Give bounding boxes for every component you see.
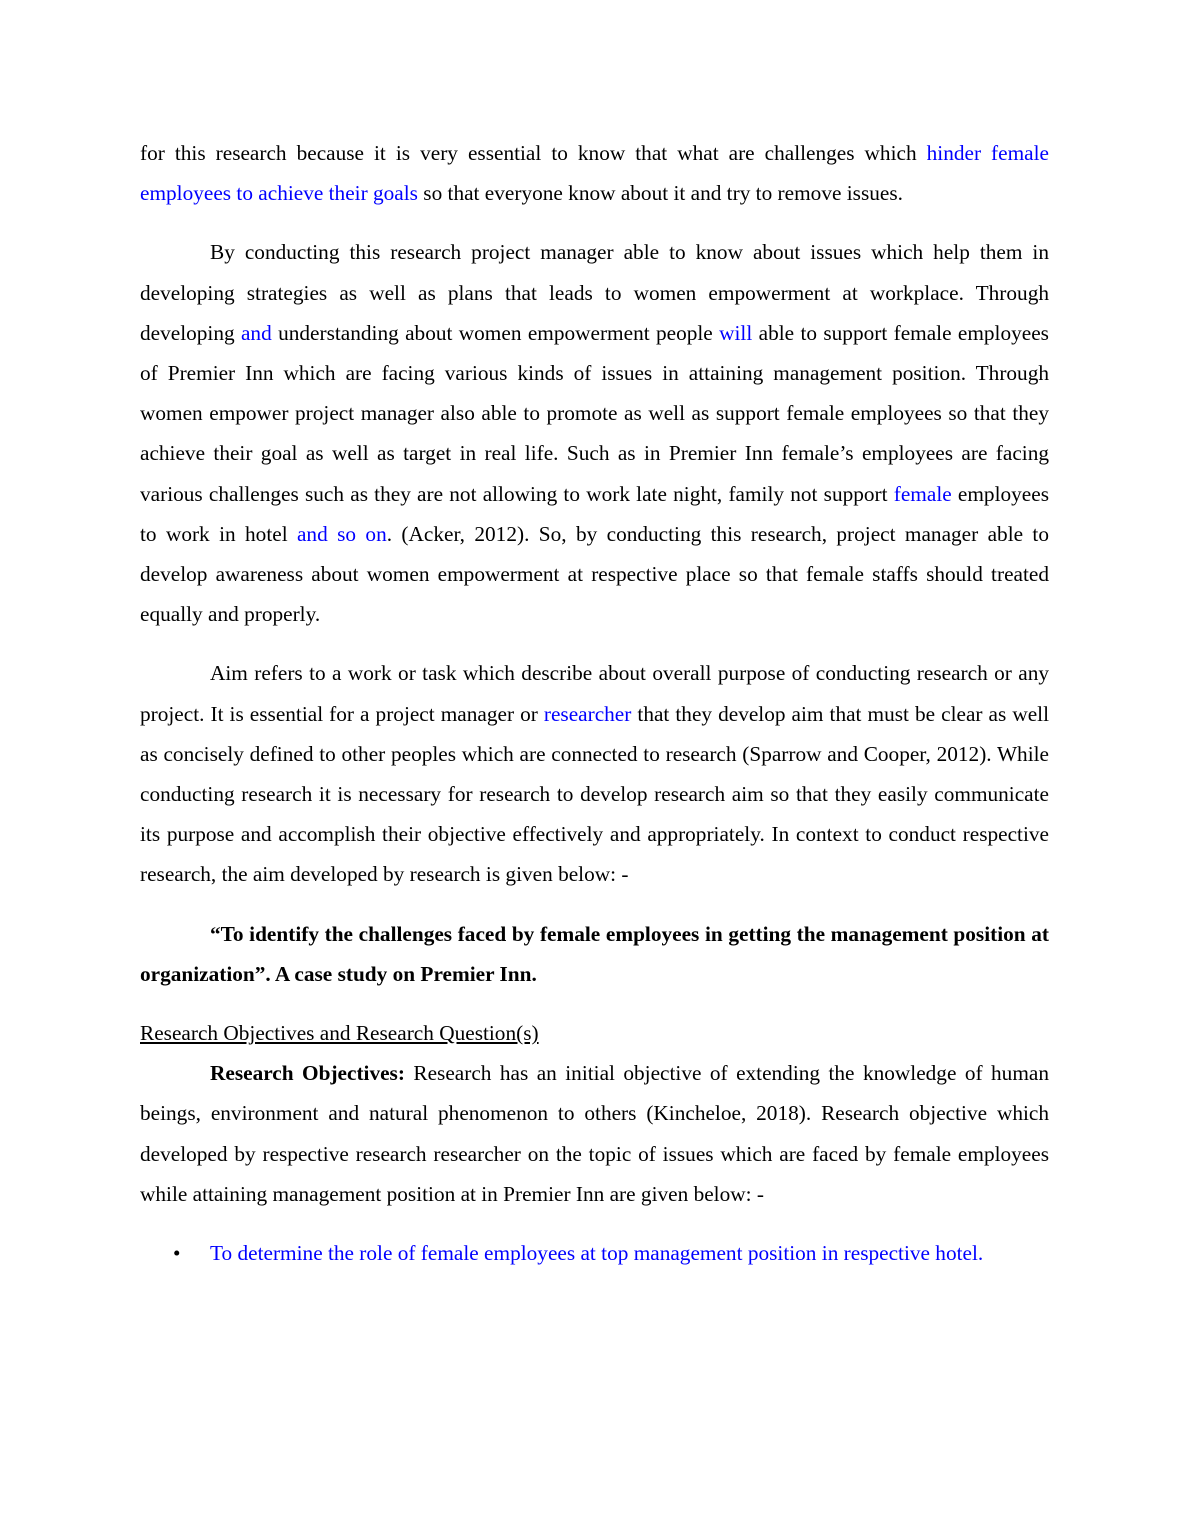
highlighted-text: and so on bbox=[296, 521, 387, 546]
bullet-icon: • bbox=[173, 1241, 181, 1266]
text-run: By conducting this research project manager able to know about issues which help them in developing strategies as well as plans that leads to women empowerment at workplace. Through developing bbox=[140, 240, 1049, 345]
highlighted-text: will bbox=[719, 320, 753, 345]
text-run: that they develop aim that must be clear as well as concisely defined to other peoples which are connected to research (Sparrow and Cooper, 2012). While conducting research it is necessary for research to develop research aim so that they easily communicate its purpose and accomplish their objective effectively and appropriately. In context to conduct respective research, the aim developed by research is given below: - bbox=[140, 701, 1049, 887]
text-run: able to support female employees of Premier Inn which are facing various kinds of issues in attaining management position. Through women empower project manager also able to promote as well as support female employees so that they achieve their goal as well as target in real life. Such as in Premier Inn female’s employees are facing various challenges such as they are not allowing to work late night, family not support bbox=[140, 320, 1049, 506]
aim-statement: “To identify the challenges faced by female employees in getting the management position at organization”. A case study on Premier Inn. bbox=[140, 921, 1049, 986]
text-run: understanding about women empowerment people bbox=[271, 320, 720, 345]
text-run: Aim refers to a work or task which describe about overall purpose of conducting research or any project. It is essential for a project manager or bbox=[140, 661, 1049, 726]
highlighted-text: female bbox=[893, 481, 952, 506]
highlighted-text: researcher bbox=[543, 701, 632, 726]
highlighted-text: hinder female employees to achieve their goals bbox=[140, 141, 1049, 206]
text-run: . (Acker, 2012). So, by conducting this research, project manager able to develop awareness about women empowerment at respective place so that female staffs should treated equally and properly. bbox=[140, 521, 1049, 627]
text-run: Research has an initial objective of extending the knowledge of human beings, environment and natural phenomenon to others (Kincheloe, 2018). Research objective which developed by respective research researcher on the topic of issues which are faced by female employees while attaining management position at in Premier Inn are given below: - bbox=[140, 1061, 1049, 1206]
list-item bbox=[140, 1233, 1049, 1273]
text-run: for this research because it is very essential to know that what are challenges which bbox=[140, 141, 927, 165]
section-heading: Research Objectives and Research Question(s) bbox=[140, 1021, 539, 1046]
objectives-list bbox=[140, 1233, 1049, 1273]
text-run: so that everyone know about it and try to remove issues. bbox=[417, 181, 903, 206]
paragraph-aim bbox=[140, 653, 1049, 894]
objectives-label: Research Objectives: bbox=[210, 1061, 405, 1086]
list-item-text: To determine the role of female employees at top management position in respective hotel. bbox=[210, 1241, 984, 1266]
paragraph-conducting-research bbox=[140, 232, 1049, 634]
document-page bbox=[140, 133, 1049, 1273]
paragraph-research-objectives bbox=[140, 1053, 1049, 1214]
paragraph-intro bbox=[140, 133, 1049, 213]
text-run: employees to work in hotel bbox=[140, 481, 1049, 546]
highlighted-text: and bbox=[240, 320, 272, 345]
